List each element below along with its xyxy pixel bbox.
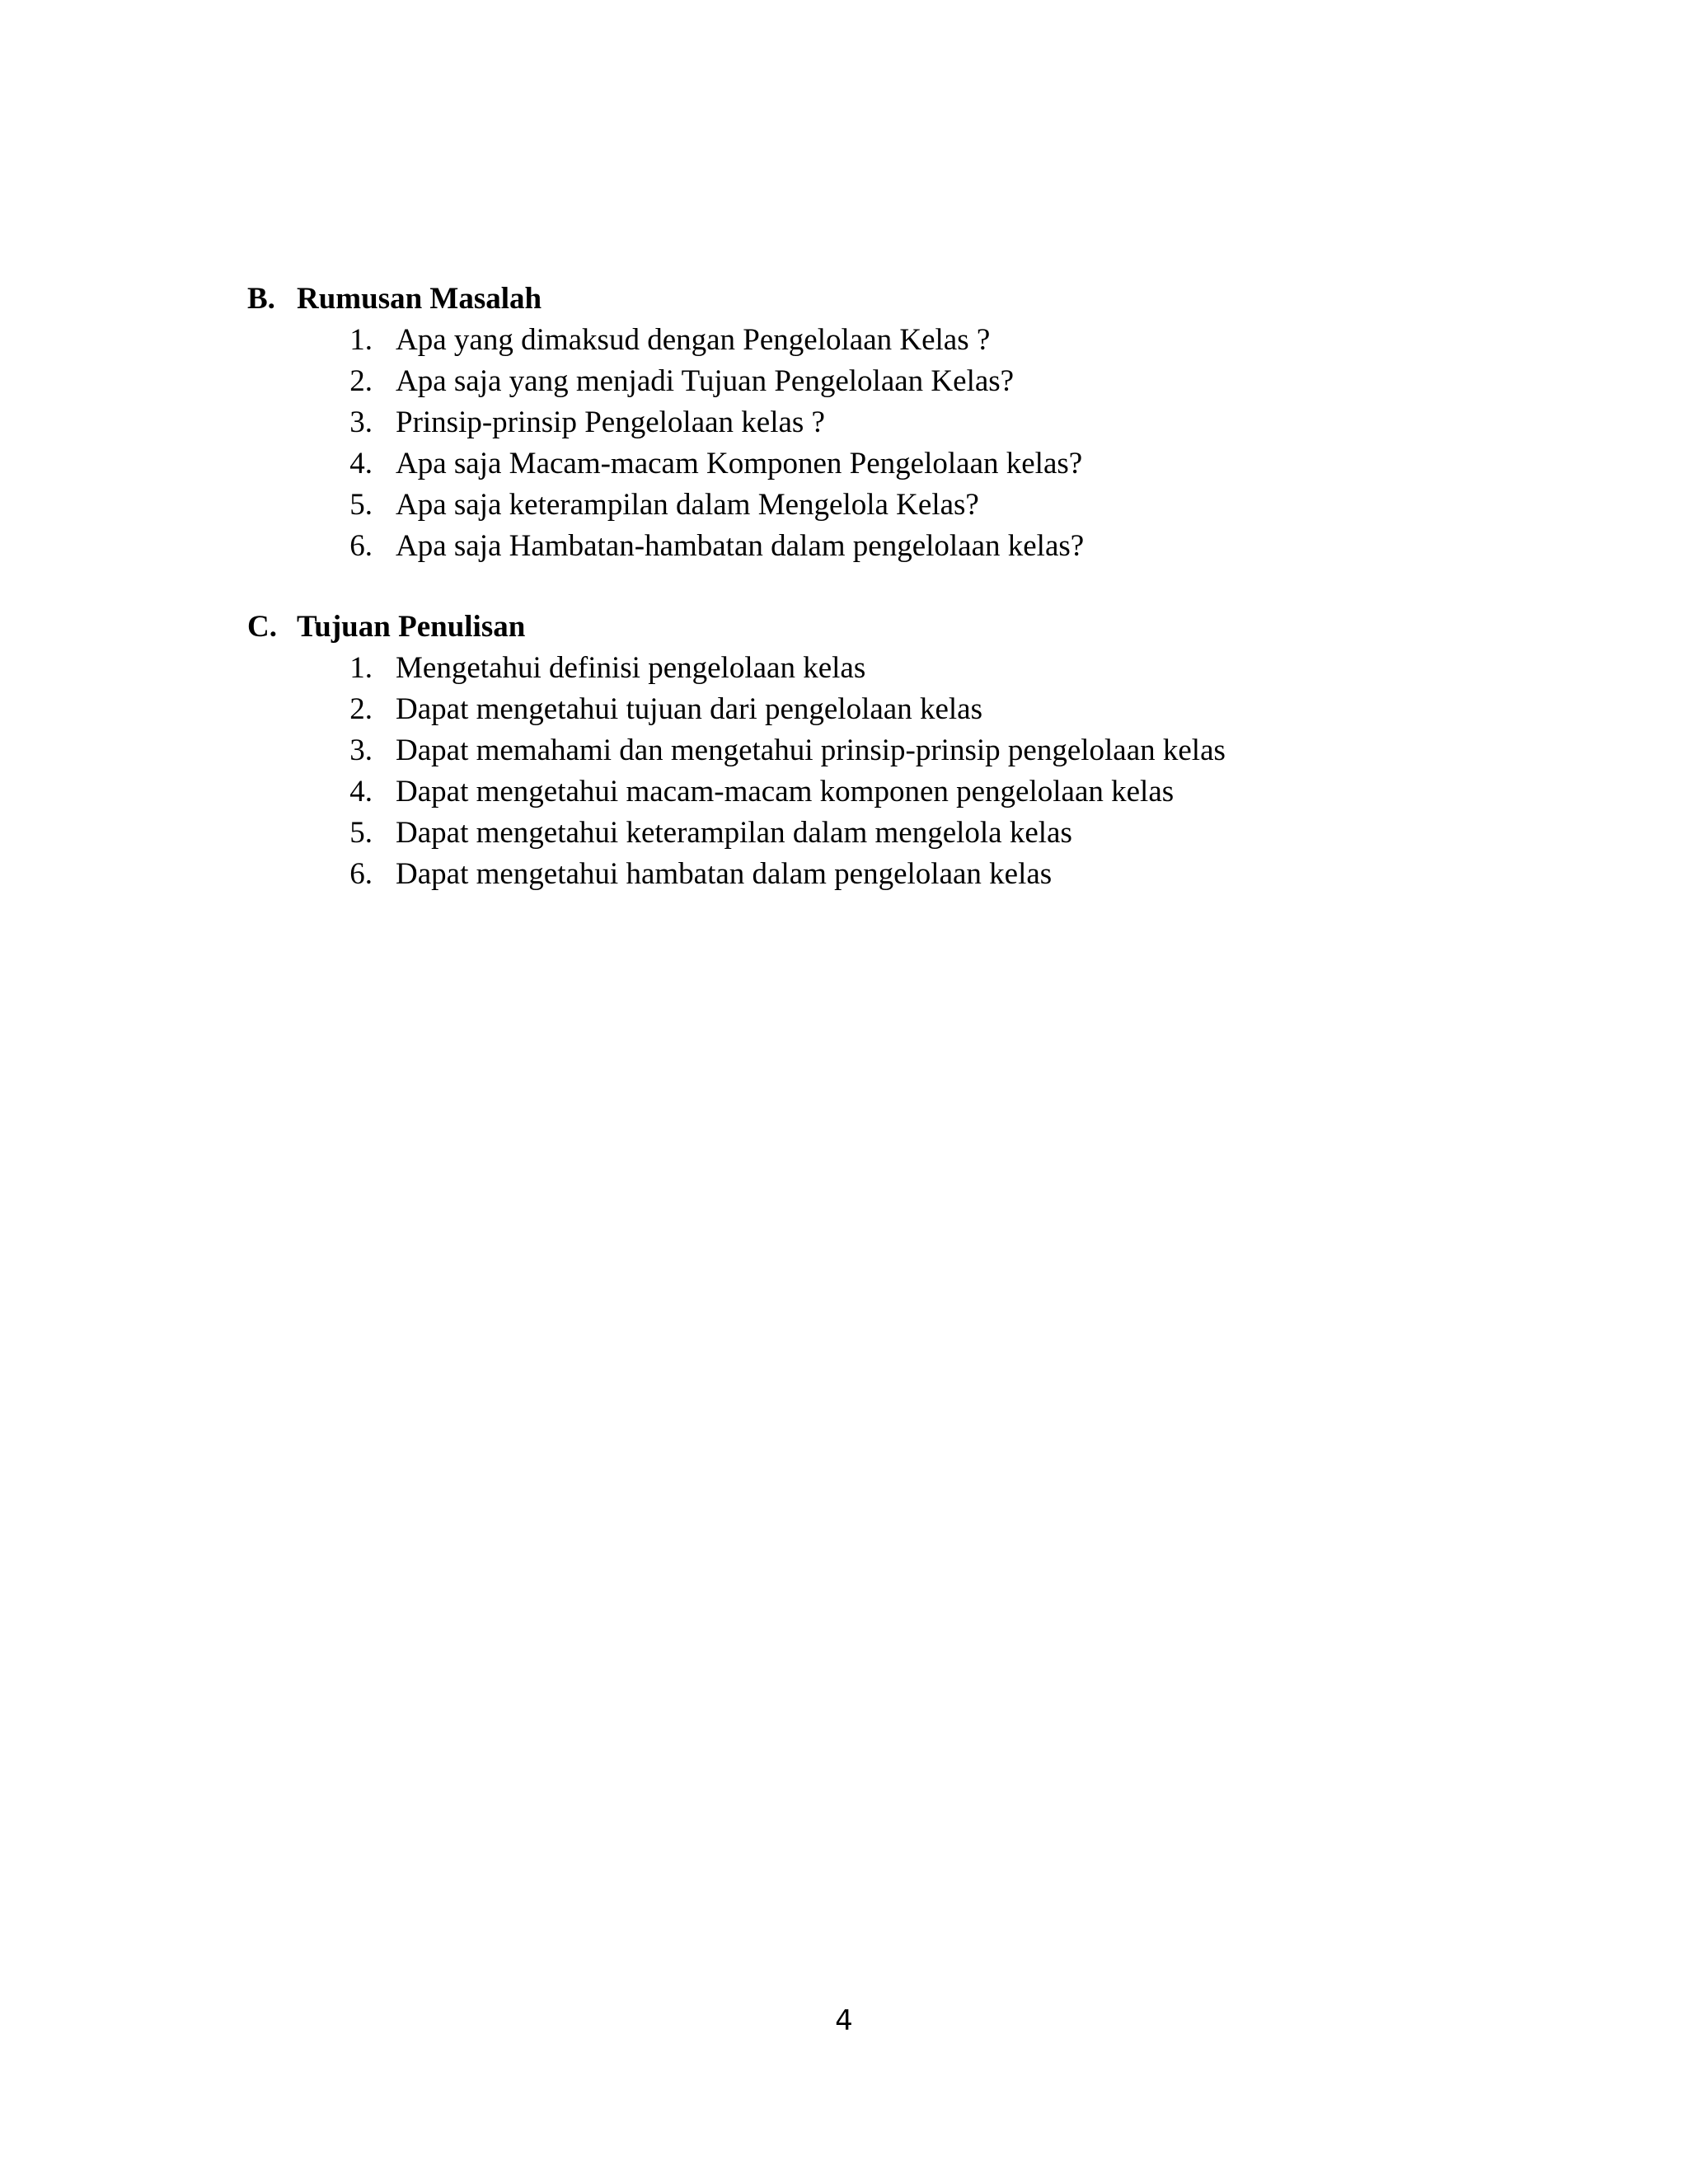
- list-item-number: 4.: [349, 447, 373, 480]
- list-item: [247, 526, 1484, 567]
- list-item-number: 3.: [349, 405, 373, 439]
- list-item: [247, 485, 1484, 526]
- list-item-number: 6.: [349, 529, 373, 563]
- list-item: [247, 443, 1484, 485]
- list-item-number: 5.: [349, 816, 373, 850]
- list-item-text: Dapat mengetahui keterampilan dalam mengelola kelas: [396, 816, 1072, 850]
- list-item: [247, 813, 1484, 854]
- list-item-text: Mengetahui definisi pengelolaan kelas: [396, 651, 866, 685]
- list-item-text: Dapat mengetahui hambatan dalam pengelolaan kelas: [396, 857, 1053, 891]
- list-item: [247, 854, 1484, 895]
- list-item-number: 3.: [349, 733, 373, 767]
- list-item-text: Apa saja Macam-macam Komponen Pengelolaan kelas?: [396, 447, 1083, 480]
- list-item-text: Apa saja yang menjadi Tujuan Pengelolaan Kelas?: [396, 364, 1015, 398]
- list-item-text: Apa yang dimaksud dengan Pengelolaan Kelas ?: [396, 323, 991, 357]
- section-heading: [247, 607, 1484, 648]
- list-item-text: Prinsip-prinsip Pengelolaan kelas ?: [396, 405, 825, 439]
- list-item-number: 4.: [349, 775, 373, 808]
- section-heading: [247, 279, 1484, 320]
- list-item: [247, 361, 1484, 402]
- list-item: [247, 648, 1484, 689]
- section-letter: B.: [247, 282, 275, 316]
- section-rumusan-masalah: [247, 279, 1484, 567]
- list-item: [247, 320, 1484, 361]
- list-item-number: 6.: [349, 857, 373, 891]
- list-item-text: Dapat mengetahui tujuan dari pengelolaan kelas: [396, 692, 982, 726]
- page-number: 4: [835, 2004, 853, 2037]
- list-item-text: Dapat mengetahui macam-macam komponen pengelolaan kelas: [396, 775, 1175, 808]
- section-tujuan-penulisan: [247, 607, 1484, 895]
- list-item-number: 2.: [349, 692, 373, 726]
- list-item: [247, 402, 1484, 443]
- list-item-number: 1.: [349, 323, 373, 357]
- section-title: Rumusan Masalah: [297, 282, 542, 316]
- list-item-text: Apa saja Hambatan-hambatan dalam pengelolaan kelas?: [396, 529, 1085, 563]
- list-item-number: 2.: [349, 364, 373, 398]
- list-item-number: 5.: [349, 488, 373, 522]
- list-item-number: 1.: [349, 651, 373, 685]
- section-title: Tujuan Penulisan: [297, 610, 526, 644]
- list-item: [247, 771, 1484, 813]
- list-item-text: Apa saja keterampilan dalam Mengelola Kelas?: [396, 488, 979, 522]
- section-letter: C.: [247, 610, 277, 644]
- list-item: [247, 730, 1484, 771]
- list-item-text: Dapat memahami dan mengetahui prinsip-prinsip pengelolaan kelas: [396, 733, 1226, 767]
- list-item: [247, 689, 1484, 730]
